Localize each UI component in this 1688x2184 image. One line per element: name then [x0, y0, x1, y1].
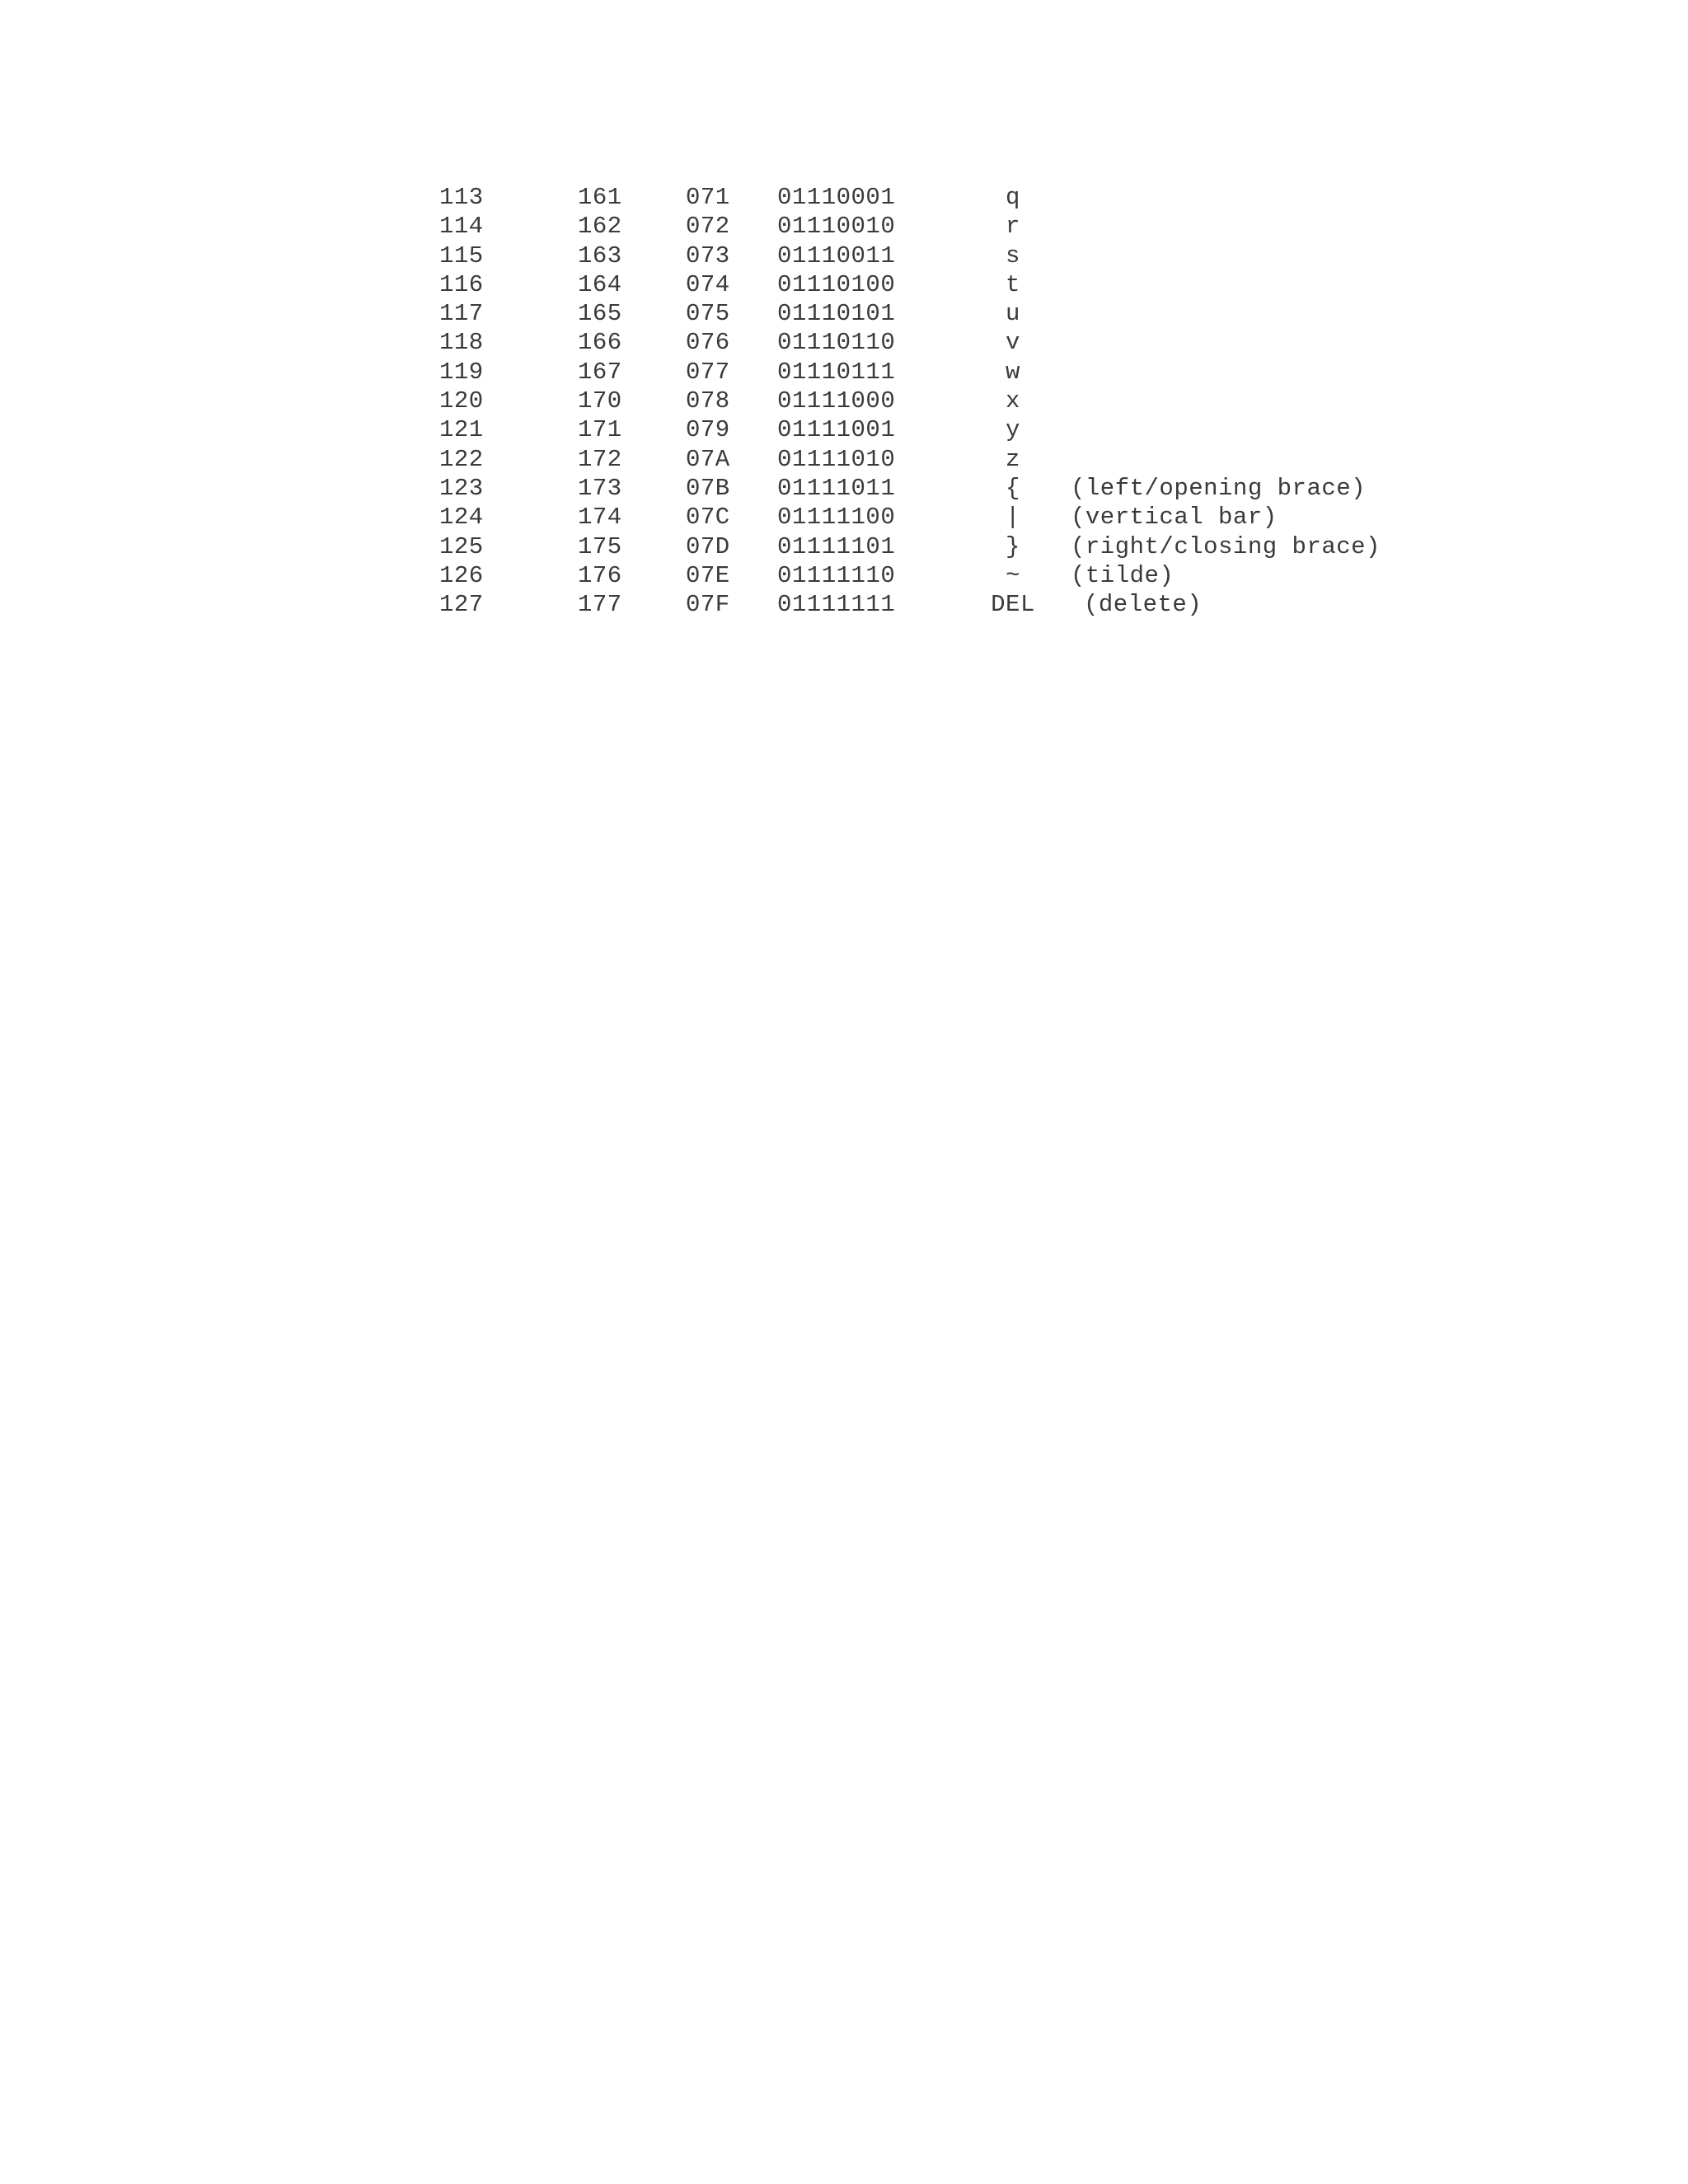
table-row — [0, 532, 1688, 561]
decimal-value: 127 — [439, 591, 484, 619]
character-glyph: r — [1006, 213, 1020, 241]
character-glyph: y — [1006, 416, 1020, 444]
octal-value: 161 — [578, 184, 622, 211]
character-glyph: DEL — [991, 591, 1035, 619]
table-row — [0, 387, 1688, 415]
binary-value: 01111111 — [777, 591, 896, 619]
binary-value: 01110001 — [777, 184, 896, 211]
table-row — [0, 299, 1688, 328]
character-description: (delete) — [1084, 591, 1203, 619]
character-glyph: ~ — [1006, 561, 1020, 589]
binary-value: 01111000 — [777, 387, 896, 415]
character-glyph: q — [1006, 184, 1020, 211]
character-description: (left/opening brace) — [1071, 474, 1367, 502]
hex-value: 07F — [686, 591, 730, 619]
decimal-value: 125 — [439, 532, 484, 560]
decimal-value: 123 — [439, 474, 484, 502]
decimal-value: 116 — [439, 270, 484, 298]
binary-value: 01110111 — [777, 358, 896, 386]
binary-value: 01110110 — [777, 329, 896, 357]
octal-value: 171 — [578, 416, 622, 444]
character-glyph: w — [1006, 358, 1020, 386]
table-row — [0, 445, 1688, 474]
binary-value: 01110101 — [777, 300, 896, 328]
decimal-value: 122 — [439, 445, 484, 473]
octal-value: 175 — [578, 532, 622, 560]
table-row — [0, 270, 1688, 299]
character-glyph: s — [1006, 241, 1020, 269]
decimal-value: 118 — [439, 329, 484, 357]
octal-value: 165 — [578, 300, 622, 328]
binary-value: 01110010 — [777, 213, 896, 241]
decimal-value: 117 — [439, 300, 484, 328]
character-description: (vertical bar) — [1071, 504, 1278, 532]
character-glyph: { — [1006, 474, 1020, 502]
table-row — [0, 474, 1688, 503]
octal-value: 163 — [578, 241, 622, 269]
octal-value: 174 — [578, 504, 622, 532]
hex-value: 076 — [686, 329, 730, 357]
table-row — [0, 561, 1688, 590]
table-row — [0, 183, 1688, 212]
table-row — [0, 241, 1688, 270]
ascii-table — [0, 183, 1688, 619]
binary-value: 01111110 — [777, 561, 896, 589]
character-glyph: | — [1006, 504, 1020, 532]
octal-value: 164 — [578, 270, 622, 298]
binary-value: 01111001 — [777, 416, 896, 444]
hex-value: 07C — [686, 504, 730, 532]
character-glyph: u — [1006, 300, 1020, 328]
binary-value: 01111100 — [777, 504, 896, 532]
table-row — [0, 328, 1688, 357]
decimal-value: 119 — [439, 358, 484, 386]
character-glyph: z — [1006, 445, 1020, 473]
character-description: (right/closing brace) — [1071, 532, 1381, 560]
binary-value: 01111010 — [777, 445, 896, 473]
character-glyph: x — [1006, 387, 1020, 415]
hex-value: 071 — [686, 184, 730, 211]
table-row — [0, 503, 1688, 532]
hex-value: 07E — [686, 561, 730, 589]
character-description: (tilde) — [1071, 561, 1175, 589]
decimal-value: 113 — [439, 184, 484, 211]
decimal-value: 120 — [439, 387, 484, 415]
binary-value: 01111011 — [777, 474, 896, 502]
character-glyph: t — [1006, 270, 1020, 298]
hex-value: 073 — [686, 241, 730, 269]
character-glyph: } — [1006, 532, 1020, 560]
octal-value: 166 — [578, 329, 622, 357]
decimal-value: 114 — [439, 213, 484, 241]
octal-value: 162 — [578, 213, 622, 241]
hex-value: 079 — [686, 416, 730, 444]
table-row — [0, 358, 1688, 387]
octal-value: 177 — [578, 591, 622, 619]
decimal-value: 124 — [439, 504, 484, 532]
octal-value: 170 — [578, 387, 622, 415]
hex-value: 078 — [686, 387, 730, 415]
binary-value: 01110011 — [777, 241, 896, 269]
hex-value: 077 — [686, 358, 730, 386]
octal-value: 176 — [578, 561, 622, 589]
hex-value: 074 — [686, 270, 730, 298]
decimal-value: 126 — [439, 561, 484, 589]
hex-value: 075 — [686, 300, 730, 328]
decimal-value: 115 — [439, 241, 484, 269]
hex-value: 072 — [686, 213, 730, 241]
hex-value: 07D — [686, 532, 730, 560]
octal-value: 173 — [578, 474, 622, 502]
decimal-value: 121 — [439, 416, 484, 444]
table-row — [0, 212, 1688, 241]
table-row — [0, 590, 1688, 619]
hex-value: 07A — [686, 445, 730, 473]
hex-value: 07B — [686, 474, 730, 502]
octal-value: 167 — [578, 358, 622, 386]
character-glyph: v — [1006, 329, 1020, 357]
octal-value: 172 — [578, 445, 622, 473]
binary-value: 01110100 — [777, 270, 896, 298]
table-row — [0, 415, 1688, 444]
binary-value: 01111101 — [777, 532, 896, 560]
